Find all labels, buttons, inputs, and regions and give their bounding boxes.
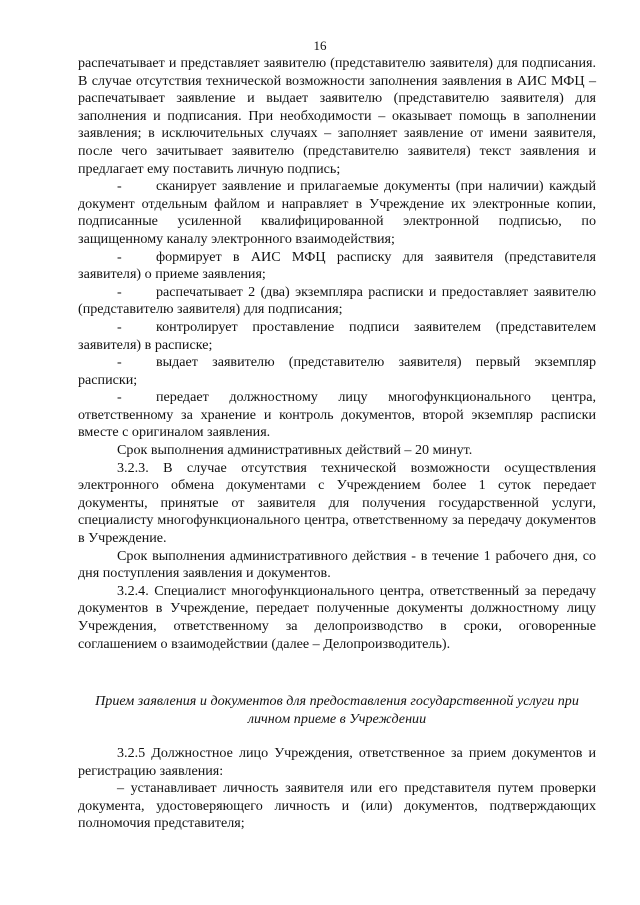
paragraph: распечатывает и представляет заявителю (представителю заявителя) для подписания. В случае отсутствия технической возможности заполнения заявления в АИС МФЦ – распечатывает заявление и выдает заявителю (представителю заявителя) для заполнения и подписания. При необходимости – оказывает помощь в заполнении заявления; в исключительных случаях – заполняет заявление от имени заявителя, после чего зачитывает заявителю (представителю заявителя) текст заявления и предлагает ему поставить личную подпись; xyxy=(78,55,596,177)
list-item xyxy=(78,284,596,319)
list-item-text: распечатывает 2 (два) экземпляра расписки и предоставляет заявителю (представителю заявителя) для подписания; xyxy=(78,283,596,318)
list-item xyxy=(78,354,596,389)
paragraph: Срок выполнения административных действий – 20 минут. xyxy=(117,442,473,459)
list-dash: - xyxy=(117,389,122,406)
list-item xyxy=(78,178,596,248)
section-heading: Прием заявления и документов для предоставления государственной услуги при личном приеме в Учреждении xyxy=(95,693,579,727)
paragraph: 3.2.5 Должностное лицо Учреждения, ответственное за прием документов и регистрацию заявления: xyxy=(78,745,596,779)
list-dash: - xyxy=(117,248,122,265)
page-number: 16 xyxy=(313,38,327,53)
list-dash: - xyxy=(117,178,122,195)
list-item-text: контролирует проставление подписи заявителем (представителем заявителя) в расписке; xyxy=(78,318,596,353)
list-item-text: формирует в АИС МФЦ расписку для заявителя (представителя заявителя) о приеме заявления; xyxy=(78,248,596,283)
document-body-section xyxy=(78,745,596,833)
paragraph: 3.2.3. В случае отсутствия технической возможности осуществления электронного обмена документами с Учреждением более 1 суток передает документы, принятые от заявителя для получения государственной услуги, специалисту многофункционального центра, ответственному за передачу документов в Учреждение. xyxy=(78,459,596,547)
list-item xyxy=(78,249,596,284)
list-item xyxy=(78,319,596,354)
list-dash: - xyxy=(117,354,122,371)
paragraph: – устанавливает личность заявителя или его представителя путем проверки документа, удостоверяющего личность и (или) документов, подтверждающих полномочия представителя; xyxy=(78,780,596,832)
list-dash: - xyxy=(117,318,122,335)
list-item-text: выдает заявителю (представителю заявителя) первый экземпляр расписки; xyxy=(78,354,596,388)
paragraph: 3.2.4. Специалист многофункционального центра, ответственный за передачу документов в Учреждение, передает полученные документы должностному лицу Учреждения, ответственному за делопроизводство в сроки, оговоренные соглашением о взаимодействии (далее – Делопроизводитель). xyxy=(78,582,596,652)
document-body xyxy=(78,55,596,653)
list-dash: - xyxy=(117,283,122,300)
paragraph: Срок выполнения административного действия - в течение 1 рабочего дня, со дня поступления заявления и документов. xyxy=(78,547,596,582)
list-item-text: сканирует заявление и прилагаемые документы (при наличии) каждый документ отдельным файлом и направляет в Учреждение их электронные копии, подписанные усиленной квалифицированной электронной подписью, по защищенному каналу электронного взаимодействия; xyxy=(78,178,596,247)
list-item xyxy=(78,389,596,442)
list-item-text: передает должностному лицу многофункционального центра, ответственному за хранение и контроль документов, второй экземпляр расписки вместе с оригиналом заявления. xyxy=(78,389,596,441)
